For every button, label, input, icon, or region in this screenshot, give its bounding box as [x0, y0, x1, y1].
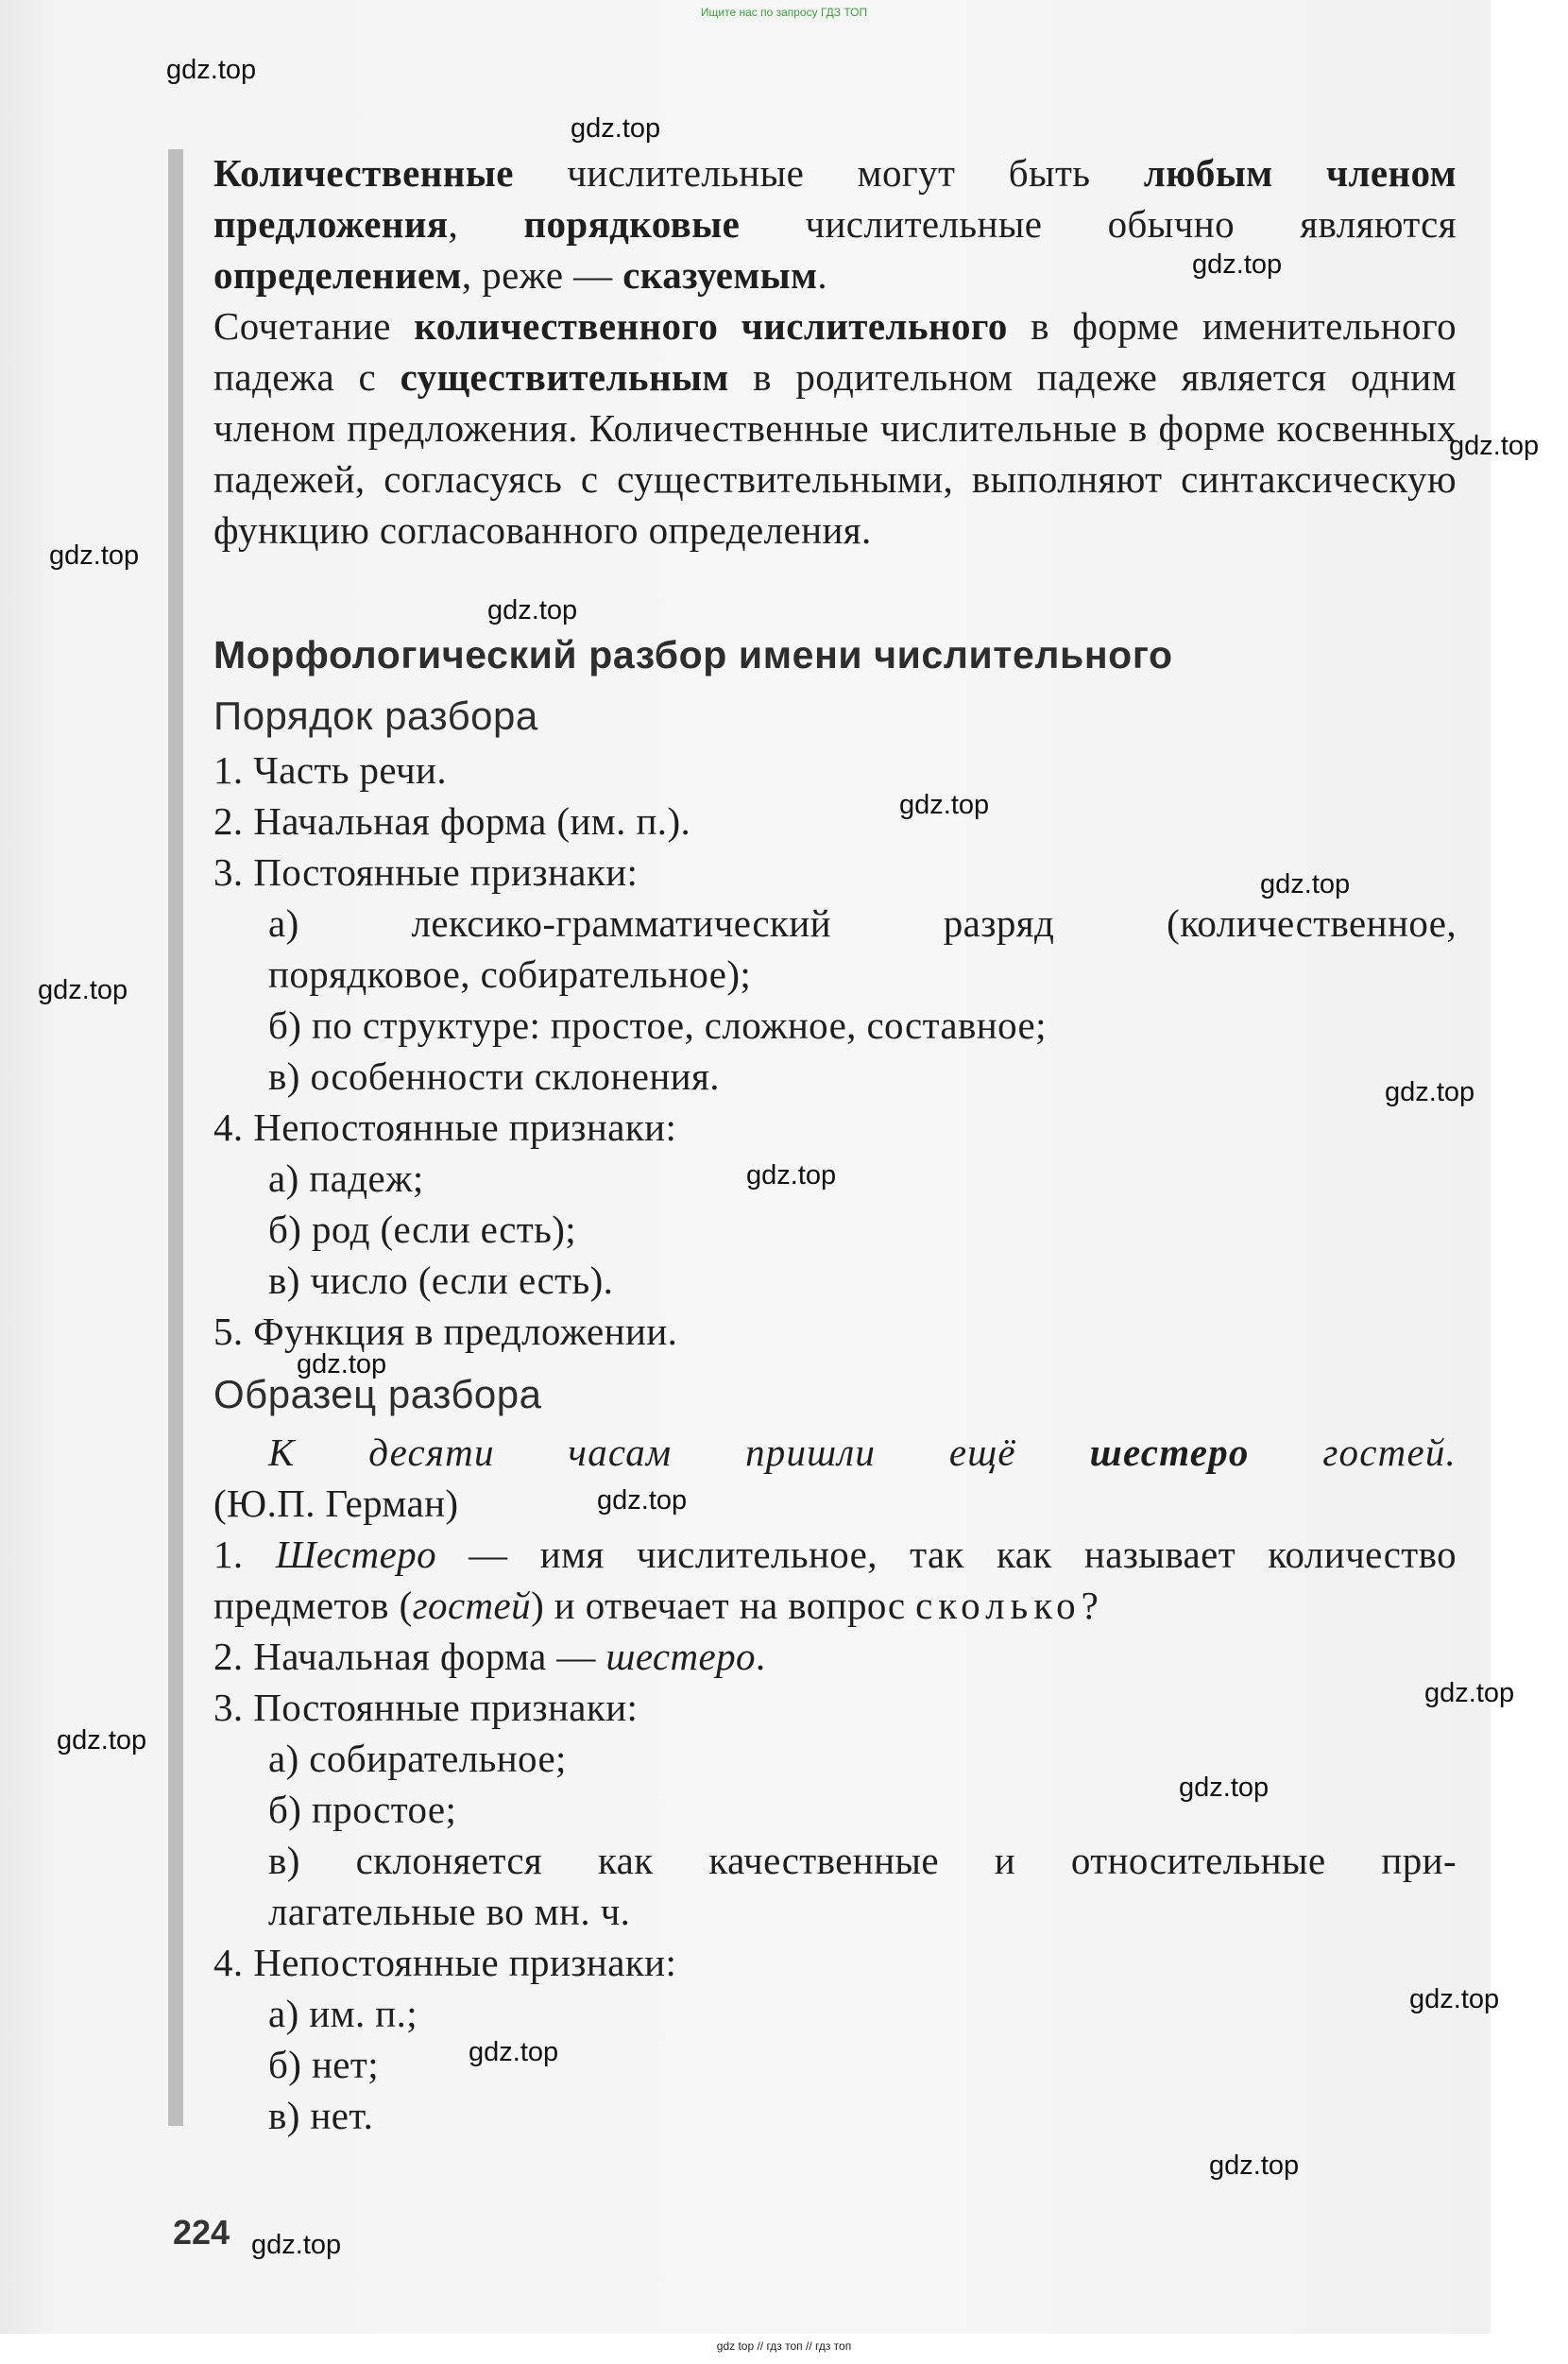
watermark-link[interactable]: gdz.top: [49, 540, 140, 571]
footer-note: gdz top // гдз топ // гдз топ: [716, 2339, 852, 2353]
watermark-link[interactable]: gdz.top: [251, 2230, 342, 2260]
sample-line: лагательные во мн. ч.: [268, 1890, 631, 1933]
order-item: б) род (если есть);: [268, 1208, 577, 1251]
order-item: а) лексико-грамматический разряд (количественное,: [268, 901, 1457, 945]
sample-sentence: К десяти часам пришли ещё шестеро гостей.: [268, 1430, 1457, 1474]
watermark-link[interactable]: gdz.top: [1179, 1773, 1270, 1803]
watermark-link[interactable]: gdz.top: [1260, 869, 1351, 899]
watermark-link[interactable]: gdz.top: [297, 1349, 387, 1379]
watermark-link[interactable]: gdz.top: [899, 790, 990, 820]
sample-step-1: 1. Шестеро — имя числительное, так как называет количество предметов (гостей) и отвечает на вопрос сколько?: [213, 1533, 1457, 1627]
rule-margin-bar: [168, 149, 183, 2126]
sample-line: б) простое;: [268, 1788, 457, 1831]
sample-line: в) склоняется как качественные и относительные при-: [268, 1839, 1457, 1882]
sample-line: 4. Непостоянные признаки:: [213, 1941, 677, 1984]
sample-line: 3. Постоянные признаки:: [213, 1686, 639, 1729]
rule-paragraph-2: Сочетание количественного числительного в форме именительного падежа с существительным в родительном падеже является одним членом предложения. Количественные числительные в форме косвенных падежей, согласуясь с существительными, выполняют синтаксическую функцию согласованного определения.: [213, 304, 1457, 552]
watermark-link[interactable]: gdz.top: [57, 1725, 147, 1756]
sample-title: Образец разбора: [213, 1372, 542, 1416]
sample-line: в) нет.: [268, 2094, 374, 2137]
watermark-link[interactable]: gdz.top: [1409, 1984, 1500, 2014]
section-title: Морфологический разбор имени числительного: [213, 633, 1173, 677]
order-title: Порядок разбора: [213, 694, 538, 738]
watermark-link[interactable]: gdz.top: [1192, 249, 1283, 280]
sample-step-2: 2. Начальная форма — шестеро.: [213, 1635, 766, 1678]
header-note: Ищите нас по запросу ГДЗ ТОП: [700, 6, 868, 19]
watermark-link[interactable]: gdz.top: [1424, 1678, 1515, 1708]
page-number: 224: [173, 2213, 230, 2252]
order-item: б) по структуре: простое, сложное, составное;: [268, 1003, 1047, 1047]
watermark-link[interactable]: gdz.top: [1385, 1077, 1475, 1107]
watermark-link[interactable]: gdz.top: [469, 2037, 559, 2067]
order-item: порядковое, собирательное);: [268, 952, 752, 996]
order-item: а) падеж;: [268, 1156, 424, 1200]
sample-line: а) им. п.;: [268, 1992, 418, 2035]
order-item: в) число (если есть).: [268, 1259, 614, 1302]
order-item: 4. Непостоянные признаки:: [213, 1105, 677, 1149]
watermark-link[interactable]: gdz.top: [1449, 431, 1540, 461]
sample-author: (Ю.П. Герман): [213, 1482, 459, 1525]
watermark-link[interactable]: gdz.top: [571, 113, 661, 144]
order-item: 5. Функция в предложении.: [213, 1310, 678, 1353]
watermark-link[interactable]: gdz.top: [38, 975, 128, 1005]
sample-line: б) нет;: [268, 2043, 380, 2086]
order-item: в) особенности склонения.: [268, 1054, 720, 1098]
watermark-link[interactable]: gdz.top: [597, 1485, 688, 1516]
sample-line: а) собирательное;: [268, 1737, 567, 1780]
watermark-link[interactable]: gdz.top: [746, 1160, 837, 1191]
order-item: 3. Постоянные признаки:: [213, 850, 639, 894]
rule-paragraph-1: Количественные числительные могут быть любым членом предложения, порядковые числительные обычно являются определением, реже — сказуемым.: [213, 151, 1457, 297]
order-item: 1. Часть речи.: [213, 748, 447, 792]
watermark-link[interactable]: gdz.top: [487, 595, 578, 625]
watermark-link[interactable]: gdz.top: [166, 55, 257, 85]
watermark-link[interactable]: gdz.top: [1209, 2150, 1300, 2181]
order-item: 2. Начальная форма (им. п.).: [213, 799, 691, 843]
